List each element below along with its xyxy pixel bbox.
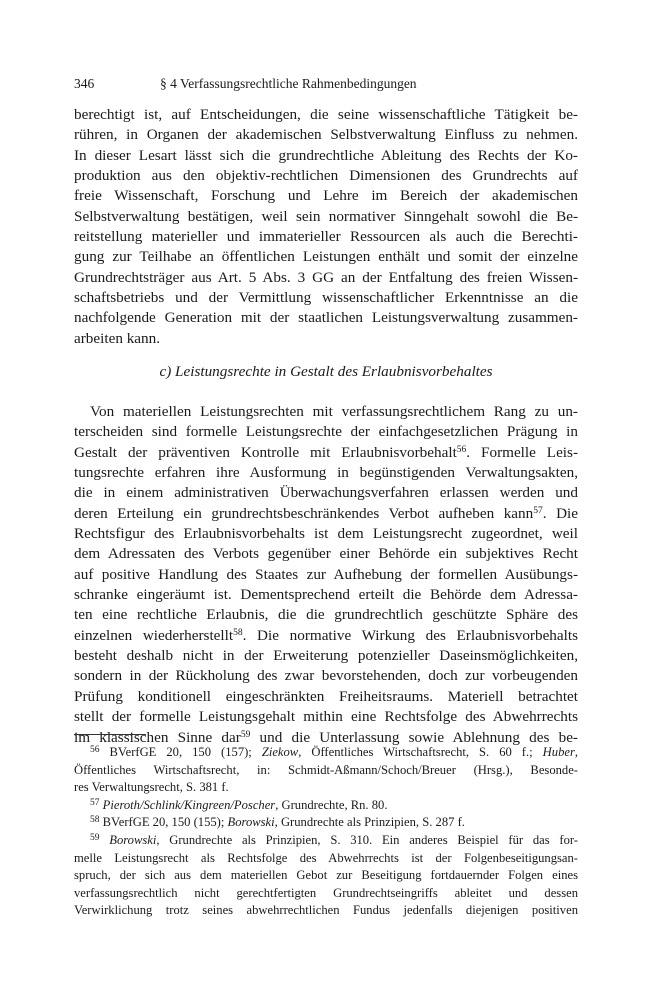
- text-line: gung zur Teilhabe an öffentlichen Leistungen enthält und somit der einzelne: [74, 248, 578, 266]
- text-fragment: BVerfGE 20, 150 (155);: [99, 815, 228, 830]
- footnote-line: [74, 744, 578, 762]
- paragraph-erlaubnisvorbehalt: [74, 402, 578, 748]
- text-fragment: , Grundrechte als Prinzipien, S. 287 f.: [274, 815, 465, 830]
- text-line: Selbstverwaltung bestätigen, weil sein normativer Sinngehalt sowohl die Be-: [74, 207, 578, 225]
- footnote-line: verfassungsrechtlich nicht gerechtfertigten Grundrechtseingriffs ableitet und dessen: [74, 885, 578, 900]
- footnote-line: melle Leistungsrecht als Rechtsfolge des Abwehrrechts ist der Folgenbeseitigungsan-: [74, 850, 578, 865]
- text-line: [74, 504, 578, 524]
- text-line: nachfolgende Generation mit der staatlichen Leistungsverwaltung zusammen-: [74, 309, 578, 327]
- footnote-ref-57[interactable]: 57: [533, 505, 543, 516]
- footnote-line: Verwirklichung trotz seines abwehrrechtlichen Fundus jedenfalls diejenigen positiven: [74, 903, 578, 918]
- footnote-ref-58[interactable]: 58: [233, 627, 243, 638]
- text-fragment: . Die: [542, 504, 578, 522]
- footnote-number: 57: [90, 797, 100, 808]
- text-fragment: im klassischen Sinne dar: [74, 728, 241, 746]
- text-fragment: , Grundrechte, Rn. 80.: [275, 797, 388, 812]
- text-line: die in einem administrativen Überwachungsverfahren erlassen werden und: [74, 484, 578, 502]
- text-line: schranke eingeräumt ist. Dementsprechend erteilt die Behörde dem Adressa-: [74, 586, 578, 604]
- text-line: freie Wissenschaft, Forschung und Lehre im Bereich der akademischen: [74, 187, 578, 205]
- footnote-ref-59[interactable]: 59: [240, 729, 251, 740]
- text-fragment: einzelnen wiederherstellt: [74, 626, 234, 644]
- text-line: arbeiten kann.: [74, 329, 161, 347]
- text-line: Rechtsfigur des Erlaubnisvorbehalts ist dem Leistungsrecht zugeordnet, weil: [74, 525, 578, 543]
- text-fragment: , Öffentliches Wirtschaftsrecht, S. 60 f.;: [298, 745, 543, 759]
- text-line: tungsrechte erfahren ihre Ausformung in begünstigenden Verwaltungsakten,: [74, 464, 578, 482]
- footnote-ref-56[interactable]: 56: [456, 444, 467, 455]
- footnote-59: [74, 832, 578, 920]
- text-fragment: ,: [574, 745, 579, 759]
- text-line: Grundrechtsträger aus Art. 5 Abs. 3 GG an der Entfaltung des freien Wissen-: [74, 268, 578, 286]
- text-fragment: deren Erteilung ein grundrechtsbeschränkendes Verbot aufheben kann: [74, 504, 534, 522]
- text-line: rühren, in Organen der akademischen Selbstverwaltung Einfluss zu nehmen.: [74, 126, 578, 144]
- text-line: reitstellung materieller und immaterieller Ressourcen als auch die Berechti-: [74, 228, 578, 246]
- paragraph-continued: [74, 105, 578, 349]
- footnote-number: 56: [90, 745, 100, 755]
- text-line: ten eine rechtliche Erlaubnis, die die grundrechtlich geschützte Sphäre des: [74, 606, 578, 624]
- text-line: dem Adressaten des Verbots gegenüber einer Behörde ein subjektives Recht: [74, 545, 578, 563]
- text-line: terscheiden sind formelle Leistungsrechte der einfachgesetzlichen Prägung in: [74, 423, 578, 441]
- text-fragment: Gestalt der präventiven Kontrolle mit Erlaubnisvorbehalt: [74, 443, 457, 461]
- text-line: sondern in der Rückholung des zwar bevorstehenden, doch zur vorbeugenden: [74, 667, 578, 685]
- author-name: Huber: [542, 745, 575, 759]
- text-line: [74, 626, 578, 646]
- text-line: Von materiellen Leistungsrechten mit verfassungsrechtlichem Rang zu un-: [90, 403, 578, 420]
- footnote-57: [74, 797, 578, 815]
- footnote-number: 58: [90, 815, 100, 826]
- author-name: Borowski: [227, 815, 275, 830]
- text-fragment: BVerfGE 20, 150 (157);: [99, 745, 262, 759]
- text-fragment: und die Unterlassung sowie Ablehnung des be-: [250, 728, 578, 746]
- text-fragment: , Grundrechte als Prinzipien, S. 310. Ein anderes Beispiel für das for-: [156, 832, 578, 847]
- footnote-line: res Verwaltungsrecht, S. 381 f.: [74, 780, 229, 795]
- footnote-line: Öffentliches Wirtschaftsrecht, in: Schmidt-Aßmann/Schoch/Breuer (Hrsg.), Besonde-: [74, 762, 578, 777]
- author-name: Ziekow: [261, 745, 299, 759]
- text-line: In dieser Lesart lässt sich die grundrechtliche Ableitung des Rechts der Ko-: [74, 146, 578, 164]
- text-line: produktion aus den objektiv-rechtlichen Dimensionen des Grundrechts auf: [74, 167, 578, 185]
- text-fragment: . Formelle Leis-: [466, 443, 578, 461]
- running-header: [74, 74, 578, 94]
- text-line: schaftsbetriebs und der Vermittlung wissenschaftlicher Erkenntnisse an die: [74, 289, 578, 307]
- footnote-58: [74, 814, 578, 832]
- author-name: Pieroth/Schlink/Kingreen/Poscher: [102, 797, 276, 812]
- author-name: Borowski: [109, 832, 157, 847]
- footnote-line: [74, 832, 578, 850]
- footnote-line: [74, 797, 578, 815]
- page-number: 346: [74, 76, 95, 91]
- text-line: besteht deshalb nicht in der Erweiterung potenzieller Daseinsmöglichkeiten,: [74, 647, 578, 665]
- text-fragment: . Die normative Wirkung des Erlaubnisvorbehalts: [242, 626, 578, 644]
- text-line: stellt der formelle Leistungsgehalt mithin eine Rechtsfolge des Abwehrrechts: [74, 708, 578, 726]
- footnote-line: [74, 814, 578, 832]
- footnote-56: [74, 744, 578, 797]
- footnote-separator: [74, 734, 146, 735]
- footnote-number: 59: [90, 832, 100, 843]
- section-heading: c) Leistungsrechte in Gestalt des Erlaubnisvorbehaltes: [159, 363, 493, 380]
- footnote-line: spruch, der sich aus dem materiellen Gebot zur Beseitigung fortdauernder Folgen eines: [74, 868, 578, 883]
- footnotes: [74, 744, 578, 920]
- text-line: [74, 443, 578, 463]
- running-title: § 4 Verfassungsrechtliche Rahmenbedingungen: [160, 76, 417, 91]
- text-line: berechtigt ist, auf Entscheidungen, die seine wissenschaftliche Tätigkeit be-: [74, 106, 578, 123]
- text-line: auf positive Handlung des Staates zur Aufhebung der formellen Ausübungs-: [74, 565, 578, 583]
- text-line: Prüfung konditionell eingeschränkten Freiheitsraums. Materiell betrachtet: [74, 687, 578, 705]
